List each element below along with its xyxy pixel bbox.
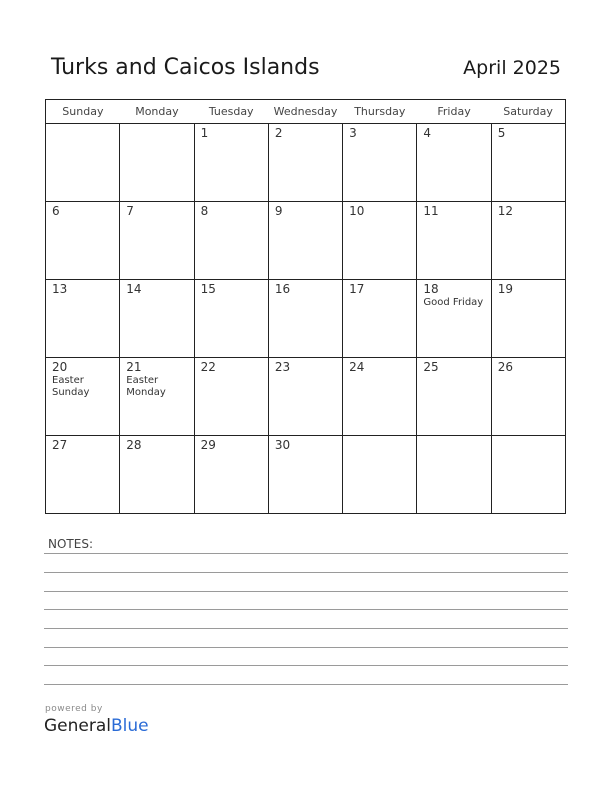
day-cell bbox=[268, 124, 342, 202]
page-title: Turks and Caicos Islands bbox=[51, 55, 320, 80]
notes-label: NOTES: bbox=[48, 537, 93, 551]
weekday-tuesday: Tuesday bbox=[194, 100, 268, 124]
notes-line bbox=[44, 665, 568, 666]
day-cell bbox=[491, 436, 565, 514]
notes-line bbox=[44, 609, 568, 610]
weekday-sunday: Sunday bbox=[46, 100, 120, 124]
notes-line bbox=[44, 553, 568, 554]
brand-general: General bbox=[44, 716, 111, 736]
day-cell bbox=[194, 280, 268, 358]
day-cell bbox=[120, 202, 194, 280]
day-cell bbox=[491, 124, 565, 202]
day-number: 13 bbox=[52, 282, 68, 296]
day-number: 12 bbox=[497, 204, 513, 218]
powered-by-label: powered by bbox=[45, 704, 103, 714]
day-number: 27 bbox=[52, 438, 68, 452]
day-number: 10 bbox=[349, 204, 365, 218]
day-cell bbox=[120, 358, 194, 436]
day-cell bbox=[343, 124, 417, 202]
day-number: 9 bbox=[274, 204, 283, 218]
day-number: 3 bbox=[349, 126, 357, 140]
day-cell bbox=[491, 358, 565, 436]
day-number: 4 bbox=[423, 126, 432, 140]
notes-line bbox=[44, 572, 568, 573]
day-number: 24 bbox=[349, 360, 365, 374]
brand-blue: Blue bbox=[111, 716, 149, 736]
day-cell bbox=[120, 436, 194, 514]
notes-line bbox=[44, 628, 568, 629]
weekday-saturday: Saturday bbox=[491, 100, 565, 124]
day-cell bbox=[194, 358, 268, 436]
day-number: 2 bbox=[274, 126, 283, 140]
day-number: 14 bbox=[126, 282, 142, 296]
day-number: 5 bbox=[497, 126, 506, 140]
week-row bbox=[46, 124, 566, 202]
week-row bbox=[46, 280, 566, 358]
day-number: 22 bbox=[200, 360, 216, 374]
day-number: 15 bbox=[200, 282, 216, 296]
day-cell bbox=[343, 436, 417, 514]
weekday-friday: Friday bbox=[417, 100, 491, 124]
week-row bbox=[46, 436, 566, 514]
day-cell bbox=[491, 280, 565, 358]
day-cell bbox=[417, 358, 491, 436]
day-cell bbox=[194, 124, 268, 202]
day-cell bbox=[46, 124, 120, 202]
day-cell bbox=[120, 124, 194, 202]
holiday-label: Easter Sunday bbox=[52, 375, 90, 398]
day-cell bbox=[268, 358, 342, 436]
day-cell bbox=[194, 436, 268, 514]
day-number: 19 bbox=[497, 282, 513, 296]
day-cell bbox=[417, 280, 491, 358]
day-cell bbox=[268, 280, 342, 358]
holiday-label: Good Friday bbox=[423, 297, 484, 308]
weekday-header-row bbox=[46, 100, 566, 124]
day-cell bbox=[268, 436, 342, 514]
day-cell bbox=[46, 436, 120, 514]
day-number: 11 bbox=[423, 204, 439, 218]
day-cell bbox=[417, 436, 491, 514]
day-cell bbox=[343, 280, 417, 358]
day-cell bbox=[417, 124, 491, 202]
month-label: April 2025 bbox=[463, 57, 561, 79]
day-cell bbox=[46, 280, 120, 358]
day-cell bbox=[194, 202, 268, 280]
day-cell bbox=[268, 202, 342, 280]
day-cell bbox=[343, 358, 417, 436]
weekday-monday: Monday bbox=[120, 100, 194, 124]
day-number: 23 bbox=[274, 360, 291, 374]
day-number: 16 bbox=[274, 282, 291, 296]
weekday-wednesday: Wednesday bbox=[268, 100, 342, 124]
day-cell bbox=[120, 280, 194, 358]
day-number: 28 bbox=[126, 438, 142, 452]
day-cell bbox=[491, 202, 565, 280]
day-number: 6 bbox=[52, 204, 60, 218]
day-number: 26 bbox=[497, 360, 513, 374]
notes-line bbox=[44, 684, 568, 685]
day-cell bbox=[417, 202, 491, 280]
day-number: 21 bbox=[126, 360, 142, 374]
day-number: 8 bbox=[200, 204, 209, 218]
day-cell bbox=[46, 358, 120, 436]
day-number: 18 bbox=[423, 282, 439, 296]
week-row bbox=[46, 202, 566, 280]
day-cell bbox=[46, 202, 120, 280]
day-number: 30 bbox=[274, 438, 291, 452]
brand-logo bbox=[44, 716, 149, 736]
day-number: 7 bbox=[126, 204, 134, 218]
week-row bbox=[46, 358, 566, 436]
holiday-label: Easter Monday bbox=[126, 375, 166, 398]
day-number: 29 bbox=[200, 438, 216, 452]
weekday-thursday: Thursday bbox=[343, 100, 417, 124]
notes-line bbox=[44, 591, 568, 592]
day-number: 20 bbox=[52, 360, 68, 374]
day-number: 1 bbox=[200, 126, 209, 140]
notes-line bbox=[44, 647, 568, 648]
day-number: 17 bbox=[349, 282, 365, 296]
day-number: 25 bbox=[423, 360, 439, 374]
calendar-grid bbox=[45, 99, 566, 514]
day-cell bbox=[343, 202, 417, 280]
